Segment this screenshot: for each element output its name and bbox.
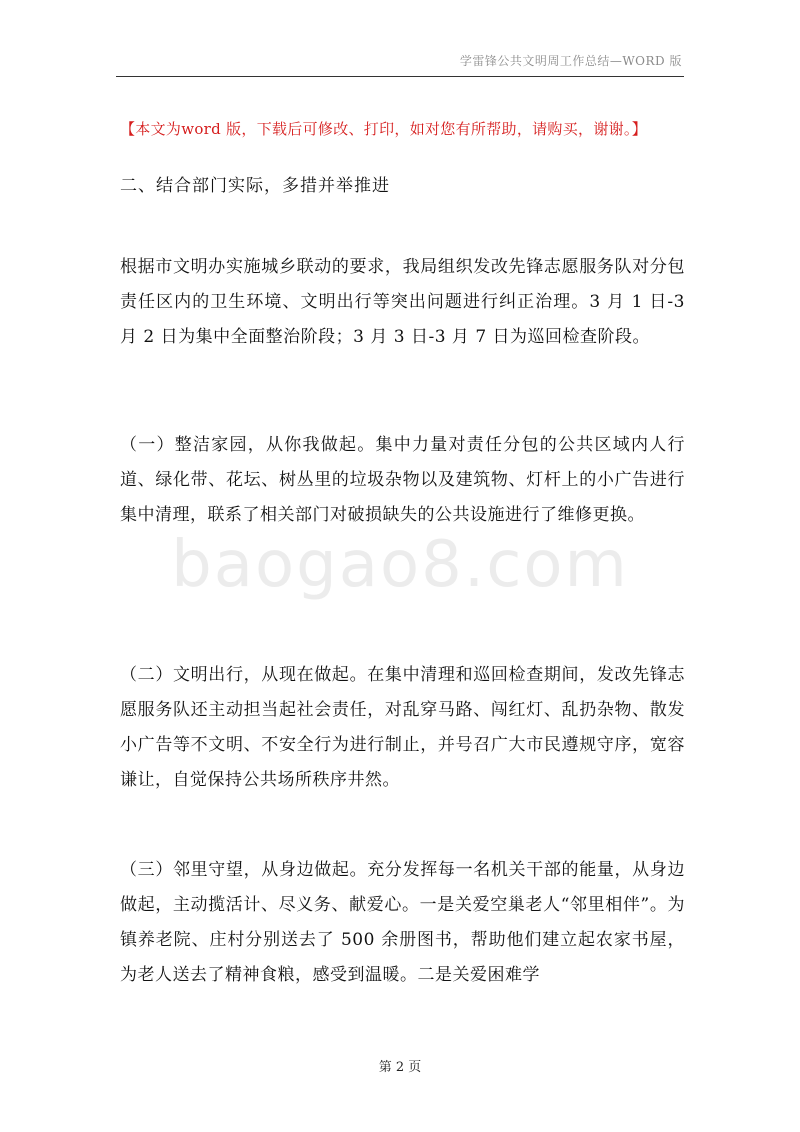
- running-header: 学雷锋公共文明周工作总结—WORD 版: [459, 54, 682, 68]
- paragraph-3: （二）文明出行，从现在做起。在集中清理和巡回检查期间，发改先锋志愿服务队还主动担当起社会责任，对乱穿马路、闯红灯、乱扔杂物、散发小广告等不文明、不安全行为进行制止，并号召广大市民遵规守序，宽容谦让，自觉保持公共场所秩序井然。: [120, 665, 685, 790]
- watermark: baogao8.com: [171, 528, 629, 602]
- section-heading: 二、结合部门实际，多措并举推进: [120, 176, 390, 196]
- paragraph-4: （三）邻里守望，从身边做起。充分发挥每一名机关干部的能量，从身边做起，主动揽活计、尽义务、献爱心。一是关爱空巢老人“邻里相伴”。为镇养老院、庄村分别送去了 500 余册图书，帮助他们建立起农家书屋，为老人送去了精神食粮，感受到温暖。二是关爱困难学: [120, 860, 685, 985]
- purchase-notice: 【本文为word 版，下载后可修改、打印，如对您有所帮助，请购买，谢谢。】: [120, 120, 648, 138]
- header-divider: [116, 76, 684, 77]
- page-number: 第 2 页: [378, 1060, 422, 1075]
- paragraph-2: （一）整洁家园，从你我做起。集中力量对责任分包的公共区域内人行道、绿化带、花坛、树丛里的垃圾杂物以及建筑物、灯杆上的小广告进行集中清理，联系了相关部门对破损缺失的公共设施进行了维修更换。: [120, 435, 685, 525]
- paragraph-1: 根据市文明办实施城乡联动的要求，我局组织发改先锋志愿服务队对分包责任区内的卫生环境、文明出行等突出问题进行纠正治理。3 月 1 日-3 月 2 日为集中全面整治阶段；3 月 3 日-3 月 7 日为巡回检查阶段。: [120, 257, 685, 347]
